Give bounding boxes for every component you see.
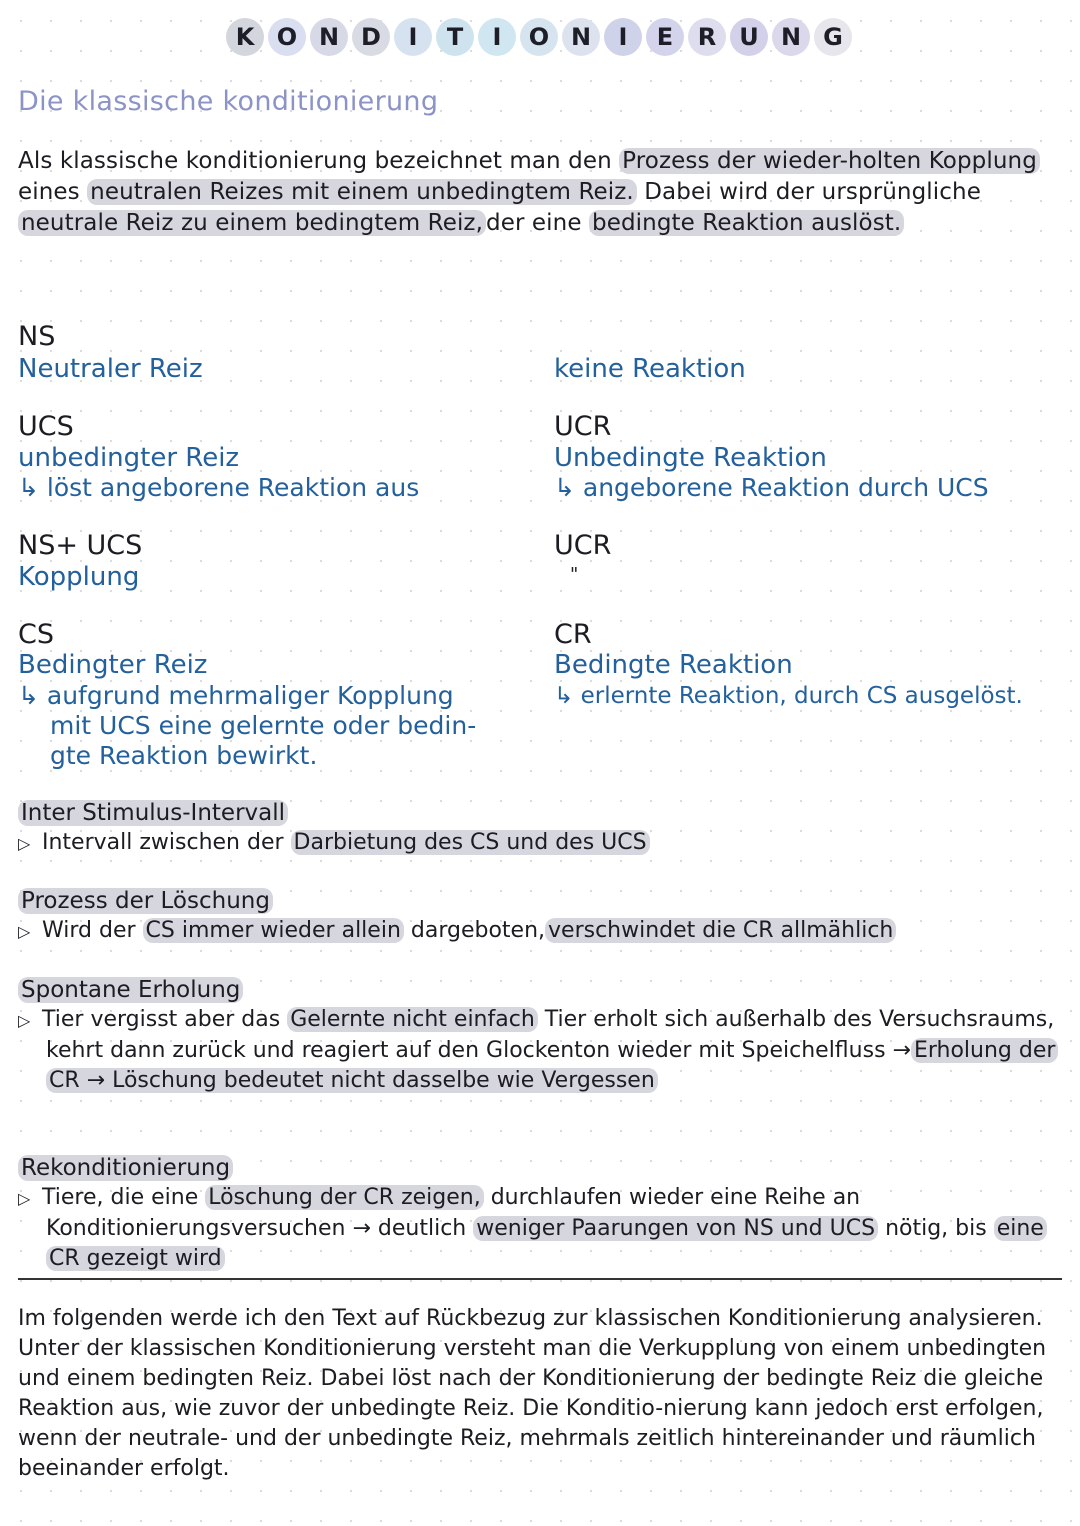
isi-heading [18,798,288,828]
title-letter-5: I [394,18,432,56]
title-letter-12: R [688,18,726,56]
rekonditionierung-text [18,1183,1066,1274]
intro-paragraph [18,146,1063,239]
ucs-sub: ↳ löst angeborene Reaktion aus [18,473,420,502]
rekon-highlight-1: Löschung der CR zeigen, [205,1185,484,1210]
bullet-icon: ▷ [18,834,31,853]
rekon-highlight-2: weniger Paarungen von NS und UCS [473,1216,878,1241]
title-letter-13: U [730,18,768,56]
ditto-mark: " [570,564,579,585]
cr-abbr: CR [554,619,592,650]
title-letter-14: N [772,18,810,56]
title-letter-3: N [310,18,348,56]
ucs-label: unbedingter Reiz [18,443,240,473]
title-letter-4: D [352,18,390,56]
spontane-erholung-heading [18,975,243,1005]
intro-highlight-4: bedingte Reaktion auslöst. [589,210,904,236]
intro-highlight-2: neutralen Reizes mit einem unbedingtem Reiz. [87,179,637,205]
intro-text-2: eines [18,179,88,205]
ns-label: Neutraler Reiz [18,354,203,384]
title-letter-2: O [268,18,306,56]
spontane-erholung-text [18,1005,1066,1096]
ns-ucs-abbr: NS+ UCS [18,530,143,561]
loeschung-highlight-1: CS immer wieder allein [143,918,404,943]
bullet-icon: ▷ [18,1011,31,1030]
spont-highlight-2: Erholung der CR → Löschung bedeutet nicht dasselbe wie Vergessen [46,1038,1058,1093]
page-title [226,18,852,56]
subtitle: Die klassische konditionierung [18,86,439,117]
ucr-label: Unbedingte Reaktion [554,443,827,473]
loeschung-text-2: dargeboten, [403,918,546,943]
ns-result: keine Reaktion [554,354,746,384]
cr-sub: ↳ erlernte Reaktion, durch CS ausgelöst. [554,683,1023,709]
ucr-abbr-2: UCR [554,530,612,561]
rekon-highlight-3: eine CR gezeigt wird [46,1216,1047,1271]
loeschung-text-1: Wird der [42,918,143,943]
intro-text-1: Als klassische konditionierung bezeichnet man den [18,148,620,174]
title-letter-1: K [226,18,264,56]
title-letter-8: O [520,18,558,56]
title-letter-9: N [562,18,600,56]
loeschung-heading-text: Prozess der Löschung [18,888,273,914]
intro-highlight-3: neutrale Reiz zu einem bedingtem Reiz, [18,210,486,236]
title-letter-6: T [436,18,474,56]
rekonditionierung-heading [18,1153,233,1183]
cs-sub-2: mit UCS eine gelernte oder bedin- [50,711,477,740]
rekon-text-2: durchlaufen wieder eine Reihe an Konditionierungsversuchen → deutlich [46,1185,861,1241]
title-letter-10: I [604,18,642,56]
bullet-icon: ▷ [18,922,31,941]
analysis-paragraph: Im folgenden werde ich den Text auf Rückbezug zur klassischen Konditionierung analysieren. Unter der klassischen Konditionierung versteht man die Verkupplung von einem unbedingten und einem bedingten Reiz. Dabei löst nach der Konditionierung der bedingte Reiz die gleiche Reaktion aus, wie zuvor der unbedingte Reiz. Die Konditio-nierung kann jedoch erst erfolgen, wenn der neutrale- und der unbedingte Reiz, mehrmals zeitlich hintereinander und räumlich beeinander erfolgt. [18,1306,1047,1481]
isi-heading-text: Inter Stimulus-Intervall [18,800,288,826]
spontane-erholung-heading-text: Spontane Erholung [18,977,243,1003]
cs-sub-3: gte Reaktion bewirkt. [50,741,318,770]
ucr-sub: ↳ angeborene Reaktion durch UCS [554,473,989,502]
title-letter-11: E [646,18,684,56]
rekon-text-1: Tiere, die eine [42,1185,206,1210]
isi-text [18,828,1058,859]
title-letter-7: I [478,18,516,56]
cs-abbr: CS [18,619,54,650]
ns-ucs-label: Kopplung [18,562,140,592]
spont-highlight-1: Gelernte nicht einfach [287,1007,538,1032]
isi-text-1: Intervall zwischen der [42,830,291,855]
loeschung-text [18,916,1058,947]
title-letter-15: G [814,18,852,56]
loeschung-highlight-2: verschwindet die CR allmählich [545,918,896,943]
bullet-icon: ▷ [18,1189,31,1208]
ucs-abbr: UCS [18,411,74,442]
spont-text-1: Tier vergisst aber das [42,1007,288,1032]
cs-label: Bedingter Reiz [18,650,208,680]
divider-line [18,1278,1062,1280]
spont-text-2: Tier erholt sich außerhalb des Versuchsraums, kehrt dann zurück und reagiert auf den Glockenton wieder mit Speichelfluss → [46,1007,1055,1063]
cs-sub-1: ↳ aufgrund mehrmaliger Kopplung [18,681,454,710]
rekonditionierung-heading-text: Rekonditionierung [18,1155,233,1181]
ucr-abbr: UCR [554,411,612,442]
isi-highlight: Darbietung des CS und des UCS [291,830,650,855]
cr-label: Bedingte Reaktion [554,650,793,680]
loeschung-heading [18,886,273,916]
intro-highlight-1: Prozess der wieder-holten Kopplung [619,148,1040,174]
rekon-text-3: nötig, bis [878,1216,994,1241]
ns-abbr: NS [18,321,56,352]
intro-text-3: Dabei wird der ursprüngliche [644,179,981,205]
intro-text-4: der eine [486,210,590,236]
